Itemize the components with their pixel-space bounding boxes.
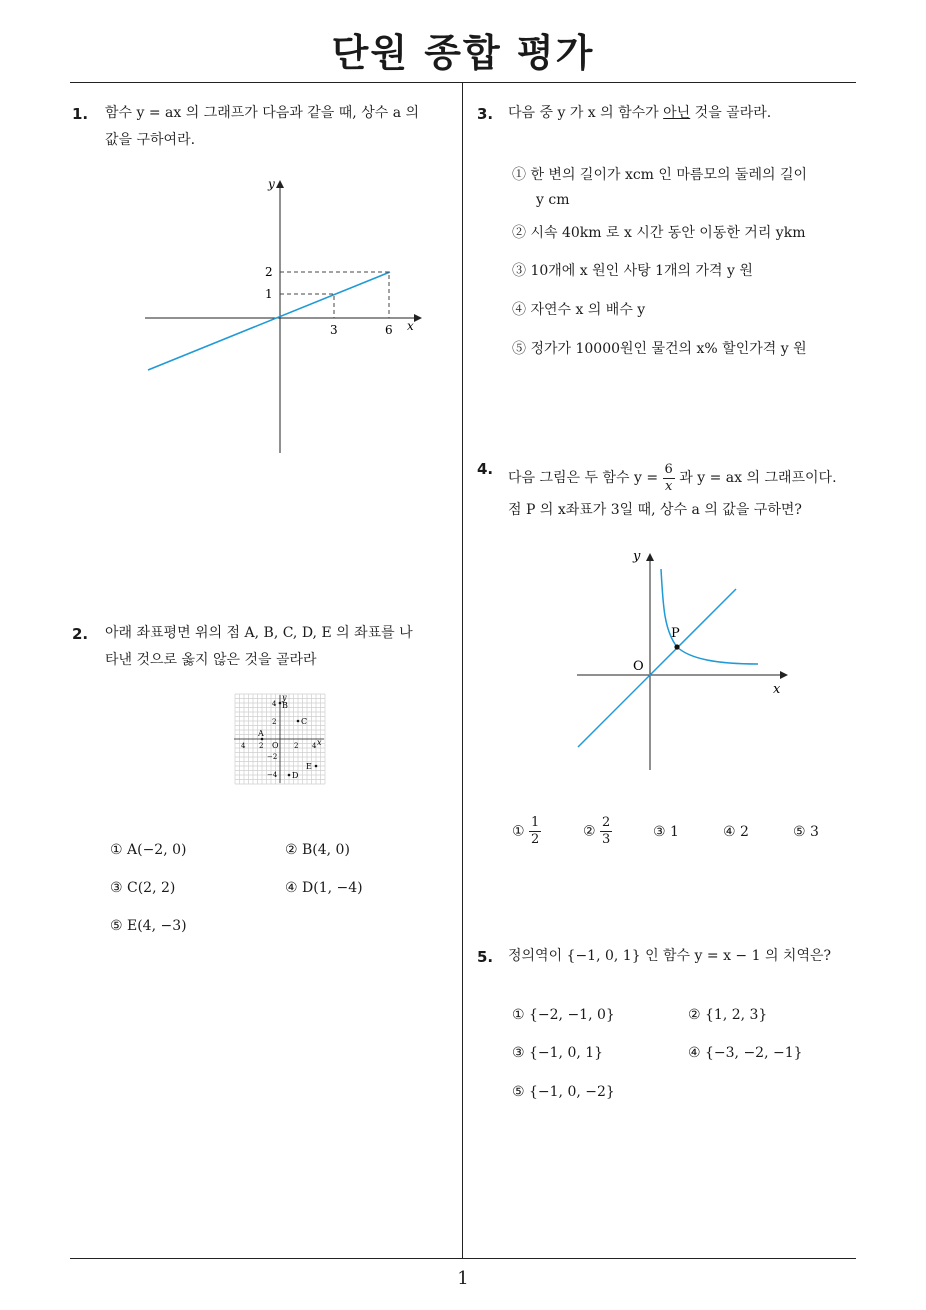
q4-stem-part-a: 다음 그림은 두 함수 y =	[508, 470, 659, 486]
q4-point-p-label: P	[671, 626, 680, 641]
q4-line-y-ax	[578, 589, 736, 747]
q1-x-arrow	[414, 314, 422, 322]
q2-number: 2.	[72, 625, 89, 643]
q1-x-tick-3: 3	[330, 323, 338, 337]
page-number: 1	[457, 1268, 469, 1289]
header-rule	[70, 82, 856, 83]
q4-x-label: x	[773, 682, 781, 697]
q3-option-5[interactable]: ⑤ 정가가 10000원인 물건의 x% 할인가격 y 원	[512, 341, 807, 357]
q2-stem-line1: 아래 좌표평면 위의 점 A, B, C, D, E 의 좌표를 나	[105, 625, 413, 641]
q2-point-label-d: D	[292, 771, 299, 780]
q2-x-tick-2: 2	[294, 742, 299, 750]
q2-point-label-e: E	[306, 762, 312, 771]
q1-x-tick-6: 6	[385, 323, 393, 337]
q3-option-4[interactable]: ④ 자연수 x 의 배수 y	[512, 302, 646, 318]
q4-option-3[interactable]	[653, 824, 679, 840]
q4-option-4-value: 2	[740, 824, 749, 840]
q4-option-4-mark: ④	[723, 824, 736, 840]
q4-option-3-value: 1	[670, 824, 679, 840]
q2-point-b	[279, 702, 282, 705]
q4-option-2-fraction	[600, 815, 612, 848]
q5-option-1[interactable]: ① {−2, −1, 0}	[512, 1007, 615, 1023]
q4-fraction-denominator: x	[665, 478, 673, 494]
q2-option-5[interactable]: ⑤ E(4, −3)	[110, 918, 187, 934]
q2-point-a	[261, 738, 264, 741]
q4-stem-line2: 점 P 의 x좌표가 3일 때, 상수 a 의 값을 구하면?	[508, 502, 802, 518]
q4-stem-line1	[508, 460, 837, 496]
q3-option-1-cont: y cm	[536, 192, 570, 208]
q3-number: 3.	[477, 105, 494, 123]
q3-option-3[interactable]: ③ 10개에 x 원인 사탕 1개의 가격 y 원	[512, 263, 753, 279]
q4-option-5[interactable]	[793, 824, 819, 840]
q2-x-tick-neg2: 2	[259, 742, 264, 750]
q4-stem-part-b: 과 y = ax 의 그래프이다.	[679, 470, 837, 486]
q4-stem-fraction	[663, 462, 675, 495]
q4-option-2-den: 3	[602, 832, 611, 847]
q4-origin-label: O	[633, 659, 644, 674]
q1-stem-line1: 함수 y = ax 의 그래프가 다음과 같을 때, 상수 a 의	[105, 105, 420, 121]
q5-number: 5.	[477, 948, 494, 966]
q4-option-1-fraction	[529, 815, 541, 848]
q4-fraction-numerator: 6	[664, 461, 673, 477]
q4-number: 4.	[477, 460, 494, 478]
q2-point-c	[297, 720, 300, 723]
q3-option-2[interactable]: ② 시속 40km 로 x 시간 동안 이동한 거리 ykm	[512, 225, 806, 241]
q3-option-1[interactable]: ① 한 변의 길이가 xcm 인 마름모의 둘레의 길이	[512, 167, 807, 183]
q2-point-d	[288, 774, 291, 777]
q2-option-1[interactable]: ① A(−2, 0)	[110, 842, 187, 858]
q2-point-e	[315, 765, 318, 768]
q2-point-label-c: C	[301, 717, 308, 726]
q2-y-tick-neg2: −2	[267, 753, 278, 761]
q4-y-arrow	[646, 553, 654, 561]
q4-option-1-den: 2	[531, 832, 540, 847]
q2-option-4[interactable]: ④ D(1, −4)	[285, 880, 363, 896]
q2-origin-label: O	[272, 741, 279, 750]
q2-points	[257, 701, 317, 780]
q4-option-1-mark: ①	[512, 823, 525, 840]
q1-stem-line2: 값을 구하여라.	[105, 132, 196, 148]
page-title: 단원 종합 평가	[331, 31, 595, 75]
footer-rule	[70, 1258, 856, 1259]
q4-graph	[572, 545, 802, 785]
q2-stem-line2: 타낸 것으로 옳지 않은 것을 골라라	[105, 652, 317, 668]
q1-y-tick-2: 2	[265, 265, 273, 279]
q2-y-label: y	[282, 693, 287, 702]
q2-x-label: x	[317, 738, 322, 747]
q3-stem	[508, 100, 771, 127]
q1-graph	[140, 170, 440, 460]
q5-option-4[interactable]: ④ {−3, −2, −1}	[688, 1045, 803, 1061]
q4-x-arrow	[780, 671, 788, 679]
q2-point-label-a: A	[258, 729, 264, 738]
q1-y-tick-1: 1	[265, 287, 273, 301]
q2-option-2[interactable]: ② B(4, 0)	[285, 842, 350, 858]
q5-option-5[interactable]: ⑤ {−1, 0, −2}	[512, 1084, 615, 1100]
q2-x-tick-4: 4	[312, 742, 317, 750]
q3-stem-post: 것을 골라라.	[690, 105, 772, 121]
q4-option-3-mark: ③	[653, 824, 666, 840]
q2-y-tick-2: 2	[272, 718, 277, 726]
q4-option-5-value: 3	[810, 824, 819, 840]
q1-y-label: y	[268, 177, 275, 191]
q5-stem: 정의역이 {−1, 0, 1} 인 함수 y = x − 1 의 치역은?	[508, 948, 832, 964]
q4-option-2-num: 2	[602, 815, 611, 830]
q5-option-2[interactable]: ② {1, 2, 3}	[688, 1007, 768, 1023]
q4-option-1[interactable]	[512, 815, 541, 848]
q1-y-arrow	[276, 180, 284, 188]
q1-number: 1.	[72, 105, 89, 123]
q4-y-label: y	[633, 549, 641, 564]
q2-point-label-b: B	[282, 701, 288, 710]
q4-option-4[interactable]	[723, 824, 749, 840]
q4-point-p	[674, 644, 679, 649]
q2-y-tick-4: 4	[272, 700, 277, 708]
q3-stem-underline: 아닌	[663, 105, 691, 121]
q1-x-label: x	[407, 319, 414, 333]
q4-option-1-num: 1	[531, 815, 540, 830]
q2-option-3[interactable]: ③ C(2, 2)	[110, 880, 176, 896]
q3-stem-pre: 다음 중 y 가 x 의 함수가	[508, 105, 664, 121]
q4-option-2[interactable]	[583, 815, 612, 848]
q2-y-tick-neg4: −4	[267, 771, 278, 779]
q4-option-5-mark: ⑤	[793, 824, 806, 840]
q4-option-2-mark: ②	[583, 823, 596, 840]
q2-coordinate-grid	[234, 693, 326, 785]
column-divider	[462, 82, 463, 1258]
q2-x-tick-neg4: 4	[241, 742, 246, 750]
q5-option-3[interactable]: ③ {−1, 0, 1}	[512, 1045, 604, 1061]
